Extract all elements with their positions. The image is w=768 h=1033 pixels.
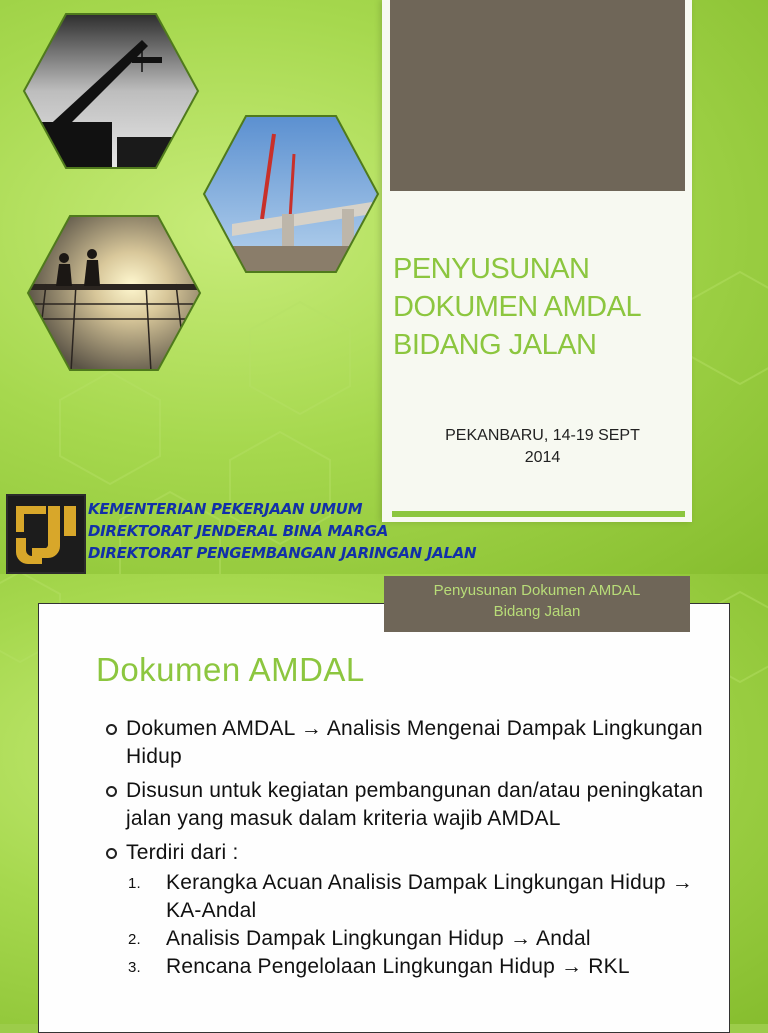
- item-number: 2.: [128, 931, 141, 948]
- title-line: PENYUSUNAN: [393, 253, 590, 285]
- bullet-item: [104, 715, 704, 771]
- bullet-list: [104, 715, 704, 981]
- bullet-item: [104, 777, 704, 833]
- bullet-text: Terdiri dari :: [126, 841, 239, 864]
- item-number: 3.: [128, 959, 141, 976]
- numbered-item: [104, 925, 704, 953]
- ministry-text: [88, 498, 476, 564]
- ministry-line: DIREKTORAT JENDERAL BINA MARGA: [88, 522, 389, 540]
- title-line: BIDANG JALAN: [393, 329, 597, 361]
- bullet-icon: [106, 724, 117, 735]
- subtitle-line: PEKANBARU, 14-19 SEPT: [445, 427, 640, 444]
- header-line: Bidang Jalan: [493, 603, 581, 620]
- ministry-logo-icon: [6, 494, 86, 574]
- bullet-item: [104, 839, 704, 867]
- bridge-construction-photo: [202, 114, 380, 274]
- bullet-icon: [106, 848, 117, 859]
- item-number: 1.: [128, 875, 141, 892]
- bullet-text: Dokumen AMDAL → Analisis Mengenai Dampak Lingkungan Hidup: [126, 717, 703, 768]
- workers-silhouette-photo: [26, 214, 202, 372]
- ministry-line: KEMENTERIAN PEKERJAAN UMUM: [88, 500, 363, 518]
- slide-header: [384, 576, 690, 632]
- ministry-line: DIREKTORAT PENGEMBANGAN JARINGAN JALAN: [88, 544, 477, 562]
- title-accent-block: [390, 0, 685, 191]
- numbered-item: [104, 953, 704, 981]
- slide-title: [393, 250, 688, 364]
- title-line: DOKUMEN AMDAL: [393, 291, 642, 323]
- subtitle-line: 2014: [524, 449, 561, 466]
- crane-photo: [22, 12, 200, 170]
- header-line: Penyusunan Dokumen AMDAL: [433, 582, 641, 599]
- bullet-text: Disusun untuk kegiatan pembangunan dan/atau peningkatan jalan yang masuk dalam kriteria wajib AMDAL: [126, 779, 704, 830]
- numbered-item: [104, 869, 704, 925]
- item-text: Analisis Dampak Lingkungan Hidup → Andal: [166, 927, 591, 950]
- item-text: Kerangka Acuan Analisis Dampak Lingkungan Hidup → KA-Andal: [166, 871, 693, 922]
- section-title: Dokumen AMDAL: [96, 651, 365, 688]
- item-text: Rencana Pengelolaan Lingkungan Hidup → RKL: [166, 955, 630, 978]
- bullet-icon: [106, 786, 117, 797]
- slide-subtitle: [400, 425, 685, 469]
